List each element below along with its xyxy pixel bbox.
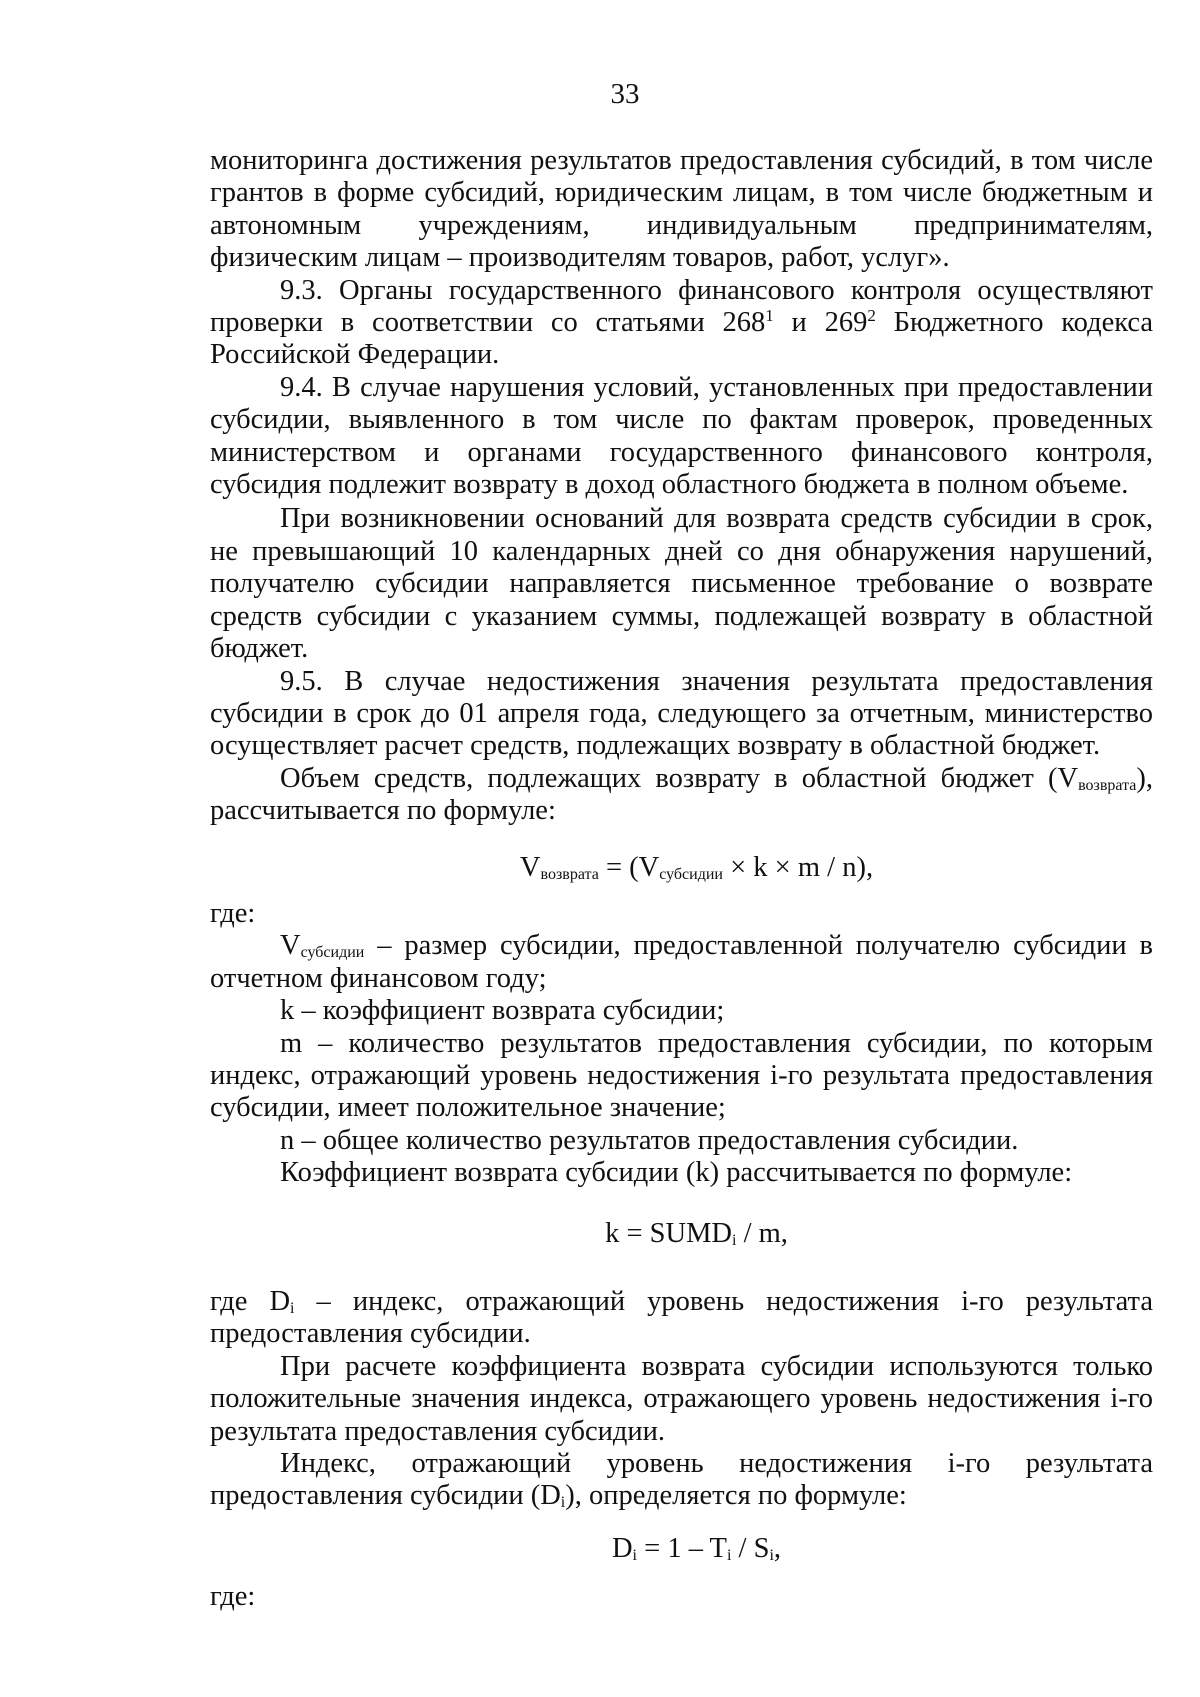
formula-part: = (V [598, 851, 660, 883]
paragraph-9-4: 9.4. В случае нарушения условий, установленных при предоставлении субсидии, выявленного в том числе по фактам проверок, проведенных министерством и органами государственного финансового контроля, субсидия подлежит возврату в доход областного бюджета в полном объеме. [210, 371, 1153, 501]
paragraph: n – общее количество результатов предоставления субсидии. [280, 1124, 1019, 1156]
formula-part: , [773, 1532, 782, 1564]
text-span: V [280, 930, 301, 962]
subscript: i [632, 1546, 637, 1564]
paragraph [210, 930, 1153, 995]
formula-part: = 1 – T [637, 1532, 727, 1564]
page-number: 33 [610, 78, 640, 110]
paragraph: m – количество результатов предоставления субсидии, по которым индекс, отражающий уровень недостижения i-го результата предоставления субсидии, имеет положительное значение; [210, 1027, 1153, 1124]
text-span: Бюджетного кодекса Российской Федерации. [210, 307, 1153, 371]
superscript: 1 [765, 306, 774, 326]
subscript: i [290, 1300, 295, 1317]
paragraph-9-5: 9.5. В случае недостижения значения результата предоставления субсидии в срок до 01 апреля года, следующего за отчетным, министерство осуществляет расчет средств, подлежащих возврату в областной бюджет. [210, 665, 1153, 762]
text-span: где D [210, 1286, 291, 1317]
text-span: – индекс, отражающий уровень недостижения i-го результата предоставления субсидии. [210, 1286, 1153, 1350]
formula-part: / S [731, 1532, 770, 1564]
paragraph: При расчете коэффициента возврата субсидии используются только положительные значения индекса, отражающего уровень недостижения i-го результата предоставления субсидии. [210, 1350, 1153, 1447]
formula-part: k = SUMD [605, 1217, 732, 1249]
formula-part: × k × m / n), [722, 851, 874, 883]
paragraph: При возникновении оснований для возврата средств субсидии в срок, не превышающий 10 календарных дней со дня обнаружения нарушений, получателю субсидии направляется письменное требование о возврате средств субсидии с указанием суммы, подлежащей возврату в областной бюджет. [210, 503, 1153, 665]
paragraph [210, 1448, 1153, 1513]
where-label: где: [210, 897, 256, 929]
subscript: i [726, 1546, 732, 1564]
subscript: возврата [1078, 776, 1137, 794]
superscript: 2 [867, 306, 876, 326]
paragraph-9-3 [210, 275, 1153, 372]
formula-k [210, 1218, 1153, 1250]
subscript: субсидии [300, 944, 365, 962]
text-span: – размер субсидии, предоставленной получателю субсидии в отчетном финансовом году; [210, 930, 1153, 994]
formula-part: V [519, 851, 541, 883]
text-span: и 269 [773, 307, 868, 339]
text-span: 9.3. Органы государственного финансового контроля осуществляют проверки в соответствии со статьями 268 [210, 274, 1153, 339]
subscript: i [732, 1231, 737, 1249]
subscript: субсидии [659, 865, 723, 883]
paragraph [210, 1286, 1153, 1351]
subscript: возврата [540, 865, 599, 883]
document-body [210, 145, 1153, 1614]
paragraph: k – коэффициент возврата субсидии; [280, 995, 725, 1027]
formula-part: D [611, 1532, 633, 1564]
paragraph: мониторинга достижения результатов предоставления субсидий, в том числе грантов в форме субсидий, юридическим лицам, в том числе бюджетным и автономным учреждениям, индивидуальным предпринимателям, физическим лицам – производителям товаров, работ, услуг». [210, 145, 1153, 274]
formula-part: / m, [736, 1217, 788, 1249]
paragraph: Коэффициент возврата субсидии (k) рассчитывается по формуле: [280, 1157, 1073, 1189]
text-span: Объем средств, подлежащих возврату в областной бюджет (V [280, 762, 1079, 794]
text-span: ), рассчитывается по формуле: [210, 762, 1153, 827]
subscript: i [769, 1546, 774, 1564]
text-span: ), определяется по формуле: [565, 1480, 907, 1512]
where-label: где: [210, 1581, 256, 1613]
formula-v-return [210, 852, 1153, 884]
text-span: Индекс, отражающий уровень недостижения i-го результата предоставления субсидии (D [210, 1448, 1153, 1512]
subscript: i [560, 1494, 566, 1512]
formula-d [210, 1533, 1153, 1565]
paragraph [210, 763, 1153, 828]
